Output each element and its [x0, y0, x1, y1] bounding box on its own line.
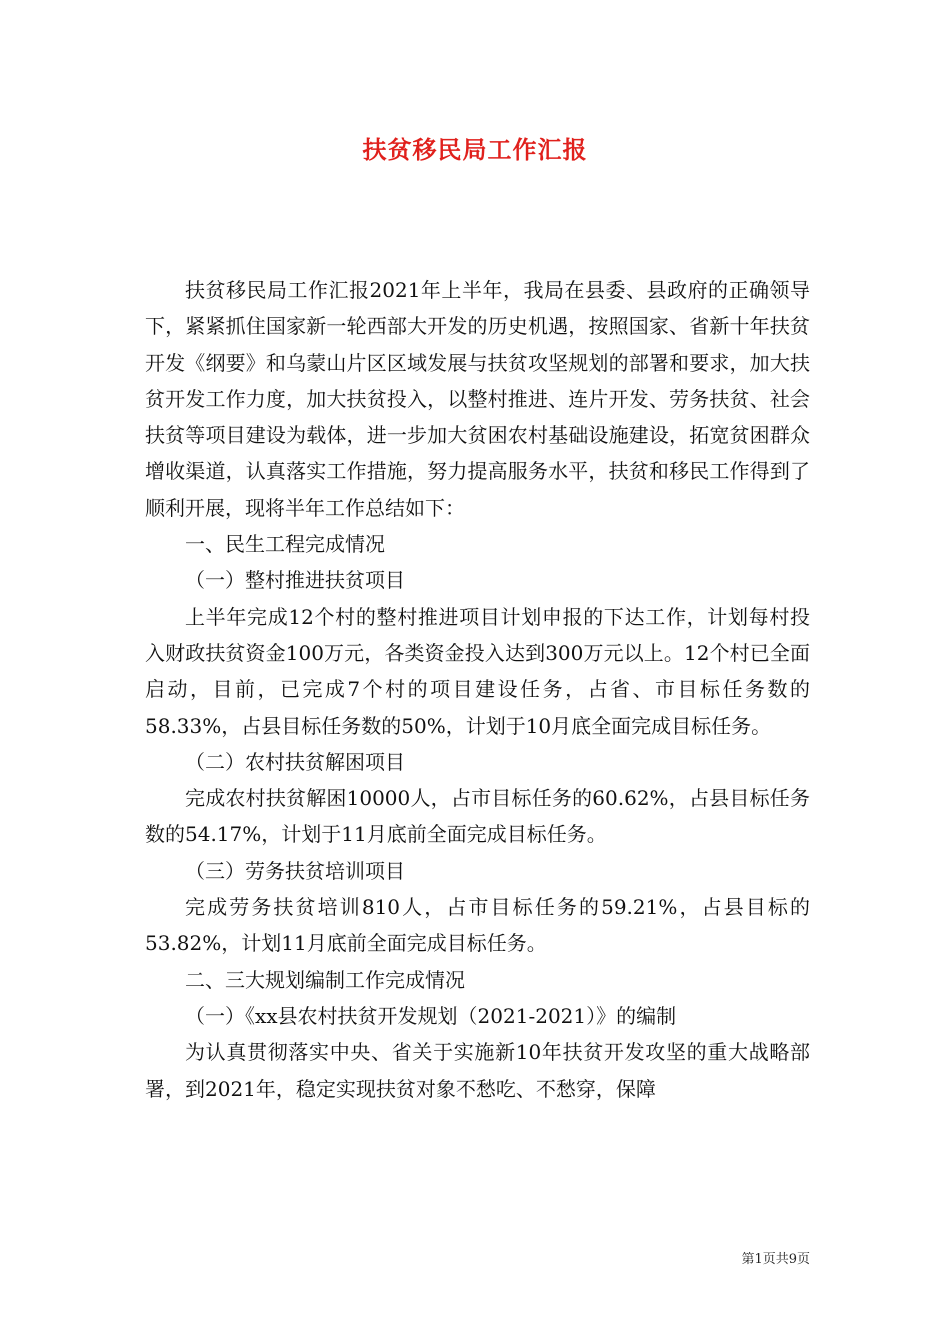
subsection-heading-1-2: （二）农村扶贫解困项目 [185, 749, 405, 774]
intro-paragraph: 扶贫移民局工作汇报2021年上半年，我局在县委、县政府的正确领导下，紧紧抓住国家新一轮西部大开发的历史机遇，按照国家、省新十年扶贫开发《纲要》和乌蒙山片区区域发展与扶贫攻坚规划的部署和要求，加大扶贫开发工作力度，加大扶贫投入，以整村推进、连片开发、劳务扶贫、社会扶贫等项目建设为载体，进一步加大贫困农村基础设施建设，拓宽贫困群众增收渠道，认真落实工作措施，努力提高服务水平，扶贫和移民工作得到了顺利开展，现将半年工作总结如下： [145, 278, 810, 520]
section-heading-1: 一、民生工程完成情况 [185, 532, 385, 557]
page-footer: 第1页共9页 [741, 1252, 810, 1267]
subsection-heading-1-1: （一）整村推进扶贫项目 [185, 568, 405, 593]
paragraph-1-3: 完成劳务扶贫培训810人，占市目标任务的59.21%，占县目标的53.82%，计划11月底前全面完成目标任务。 [145, 895, 810, 956]
subsection-heading-2-1: （一）《xx县农村扶贫开发规划（2021-2021）》的编制 [185, 1003, 677, 1028]
paragraph-1-1: 上半年完成12个村的整村推进项目计划申报的下达工作，计划每村投入财政扶贫资金100万元，各类资金投入达到300万元以上。12个村已全面启动，目前，已完成7个村的项目建设任务，占省、市目标任务数的58.33%，占县目标任务数的50%，计划于10月底全面完成目标任务。 [145, 604, 810, 738]
document-title: 扶贫移民局工作汇报 [362, 135, 588, 164]
section-heading-2: 二、三大规划编制工作完成情况 [185, 967, 465, 992]
subsection-heading-1-3: （三）劳务扶贫培训项目 [185, 858, 405, 883]
paragraph-1-2: 完成农村扶贫解困10000人，占市目标任务的60.62%，占县目标任务数的54.17%，计划于11月底前全面完成目标任务。 [145, 786, 810, 847]
paragraph-2-1: 为认真贯彻落实中央、省关于实施新10年扶贫开发攻坚的重大战略部署，到2021年，稳定实现扶贫对象不愁吃、不愁穿，保障 [145, 1040, 810, 1101]
document-body [145, 272, 810, 1107]
